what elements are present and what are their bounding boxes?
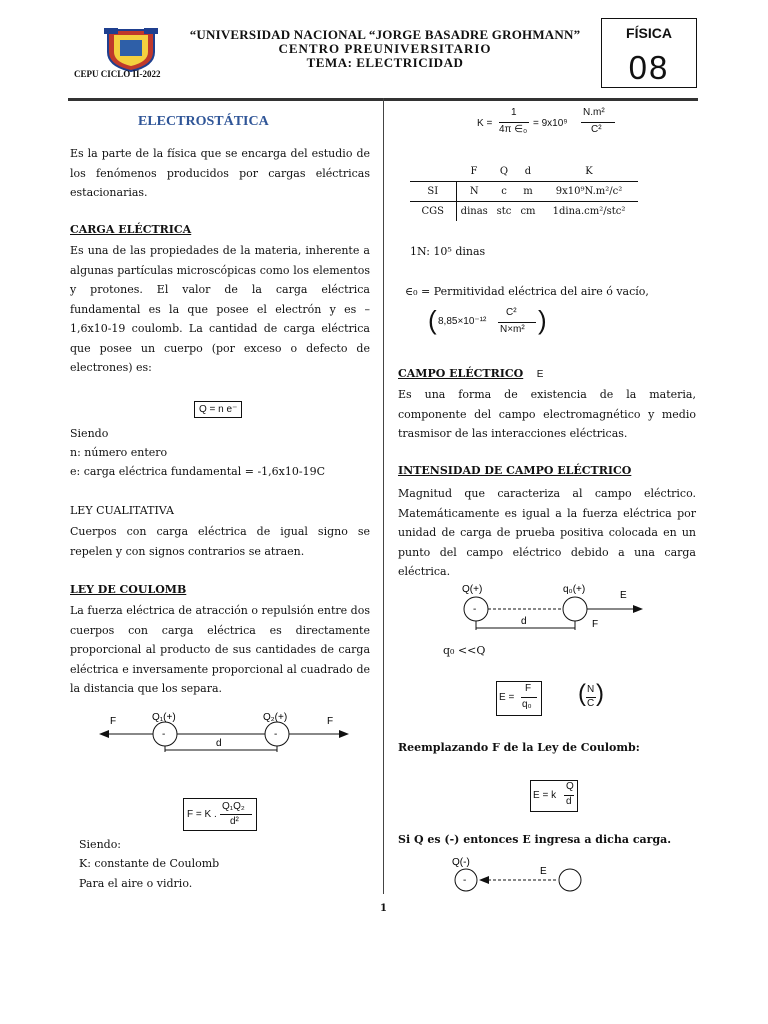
- n-definition: n: número entero: [70, 446, 168, 459]
- e-formula-num: F: [525, 683, 532, 694]
- siendo2-label: Siendo:: [79, 838, 122, 851]
- campo-text: Es una forma de existencia de la materia, componente del campo electromagnético y medio trasmisor de las interacciones eléctricas.: [398, 388, 696, 440]
- neg-q-label: Q(-): [452, 857, 470, 868]
- intensidad-heading: INTENSIDAD DE CAMPO ELÉCTRICO: [398, 464, 632, 477]
- si-q-text: Si Q es (-) entonces E ingresa a dicha carga.: [398, 833, 672, 846]
- table-cell: N: [469, 186, 479, 197]
- k-fraction-bar: [499, 122, 529, 123]
- units-table-header: [410, 162, 638, 182]
- coulomb-diagram: [95, 706, 355, 756]
- k-formula: [477, 106, 627, 140]
- coulomb-text: La fuerza eléctrica de atracción o repulsión entre dos cuerpos con carga eléctrica es directamente proporcional al producto de sus cantidades de carga eléctrica e inversamente proporcional al cuadrado de la distancia que los separa.: [70, 604, 370, 695]
- table-cell: 1dina.cm²/stc²: [552, 206, 626, 217]
- k-formula-lhs: K =: [477, 118, 493, 129]
- coulomb-formula-box: [183, 798, 257, 831]
- ley-cualitativa-text: Cuerpos con carga eléctrica de igual signo se repelen y con signos contrarios se atraen.: [70, 525, 370, 558]
- table-cell: 9x10⁹N.m²/c²: [555, 186, 623, 197]
- intensidad-text: Magnitud que caracteriza al campo eléctrico. Matemáticamente es igual a la fuerza eléctrica por unidad de carga de prueba positiva colocada en un punto del campo eléctrico debido a una carga eléctrica.: [398, 487, 696, 578]
- e-definition: e: carga eléctrica fundamental = -1,6x10-19C: [70, 465, 326, 478]
- e-formula-den: q₀: [522, 699, 532, 710]
- formula-q-box: [194, 401, 242, 418]
- e2-formula-den: d: [566, 796, 572, 807]
- table-cell: m: [523, 186, 533, 197]
- units-table: [410, 162, 638, 221]
- university-name: “UNIVERSIDAD NACIONAL “JORGE BASADRE GROHMANN”: [189, 27, 581, 42]
- e2-formula-lhs: E = k: [533, 790, 557, 801]
- q0-label: q₀(+): [563, 584, 586, 595]
- carga-text: Es una de las propiedades de la materia, inherente a algunas partículas microscópicas como los elementos y protones. El valor de la carga eléctrica fundamental es la que posee el electrón y es – 1,6x10-19 coulomb. La cantidad de carga eléctrica que posee un cuerpo (por exceso o defecto de electrones) es:: [70, 244, 370, 374]
- paren-left: (: [428, 305, 437, 335]
- units-paren-left: (: [578, 680, 586, 707]
- campo-heading-row: [398, 367, 543, 380]
- e-formula-lhs: E =: [499, 692, 515, 703]
- perm-value: 8,85×10⁻¹²: [438, 316, 487, 327]
- coulomb-formula-den: d²: [230, 816, 239, 827]
- ley-cualitativa-heading: LEY CUALITATIVA: [70, 504, 174, 517]
- aire-text: Para el aire o vidrio.: [79, 877, 193, 890]
- q1-label: Q₁(+): [152, 712, 176, 723]
- q2-label: Q₂(+): [263, 712, 288, 723]
- permitividad-value: [428, 305, 548, 341]
- coulomb-formula-lhs: F = K .: [187, 809, 217, 820]
- intro-text: Es la parte de la física que se encarga del estudio de los fenómenos producidos por cargas eléctricas estacionarias.: [70, 147, 370, 199]
- table-cell: cm: [520, 206, 536, 217]
- table-cell: dinas: [460, 206, 488, 217]
- table-cell: c: [501, 186, 507, 197]
- unit-number: 08: [628, 49, 670, 86]
- e-fraction-bar: [521, 697, 537, 698]
- k-unit-bar: [581, 122, 615, 123]
- field-diagram: [455, 580, 655, 635]
- table-header-cell: F: [470, 166, 478, 177]
- d-label: d: [521, 616, 527, 627]
- e2-formula-num: Q: [566, 781, 574, 792]
- k-formula-den: 4π ∈₀: [499, 124, 528, 135]
- campo-heading: CAMPO ELÉCTRICO: [398, 367, 524, 380]
- k-formula-eq: = 9x10⁹: [533, 118, 568, 129]
- q2-sign: -: [274, 729, 278, 740]
- subject-box: [601, 18, 697, 88]
- formula-q: Q = n e⁻: [199, 404, 238, 415]
- tema-title: TEMA: ELECTRICIDAD: [306, 55, 464, 70]
- coulomb-heading: LEY DE COULOMB: [70, 583, 187, 596]
- force-right-label: F: [327, 716, 334, 727]
- subject-label: FÍSICA: [626, 25, 672, 41]
- column-divider: [383, 98, 384, 894]
- q1-sign: -: [162, 729, 166, 740]
- campo-symbol: E: [536, 369, 544, 380]
- header-titles: [175, 28, 595, 70]
- n-dinas: 1N: 10⁵ dinas: [410, 245, 486, 258]
- neg-q-sign: -: [463, 875, 467, 886]
- e-units: [578, 682, 604, 714]
- centro-title: CENTRO PREUNIVERSITARIO: [278, 41, 492, 56]
- coulomb-fraction-bar: [220, 814, 252, 815]
- table-header-cell: d: [524, 166, 532, 177]
- q0-condition: q₀ <<Q: [443, 644, 486, 657]
- e-formula-box: [496, 681, 542, 716]
- table-cell: CGS: [410, 202, 456, 222]
- negative-charge-diagram: [448, 854, 588, 894]
- permitividad-text: ∈₀ = Permitividad eléctrica del aire ó vacío,: [405, 285, 649, 298]
- q-sign: -: [473, 604, 477, 615]
- force-left-label: F: [110, 716, 117, 727]
- k-definition: K: constante de Coulomb: [79, 857, 220, 870]
- table-cell: stc: [496, 206, 512, 217]
- perm-unit-bar: [498, 322, 536, 323]
- page-title: ELECTROSTÁTICA: [138, 114, 269, 129]
- table-header-cell: Q: [499, 166, 509, 177]
- k-formula-num: 1: [511, 107, 517, 118]
- siendo-label: Siendo: [70, 427, 109, 440]
- f-label: F: [592, 619, 599, 630]
- university-logo: [100, 26, 162, 72]
- paren-right: ): [538, 305, 547, 335]
- e-unit-den: C: [587, 698, 595, 709]
- coulomb-formula-num: Q₁Q₂: [222, 801, 245, 812]
- units-paren-right: ): [596, 680, 604, 707]
- k-unit-den: C²: [591, 124, 602, 135]
- e-formula2-box: [530, 780, 578, 812]
- e-unit-num: N: [587, 684, 595, 695]
- table-row: [410, 182, 638, 202]
- k-unit-num: N.m²: [583, 107, 605, 118]
- table-row: [410, 202, 638, 222]
- carga-heading: CARGA ELÉCTRICA: [70, 223, 192, 236]
- table-header-cell: K: [585, 166, 593, 177]
- perm-unit-den: N×m²: [500, 324, 525, 335]
- perm-unit-num: C²: [506, 307, 517, 318]
- distance-label: d: [216, 738, 222, 749]
- q-label: Q(+): [462, 584, 483, 595]
- neg-e-label: E: [540, 866, 547, 877]
- reemplazando-text: Reemplazando F de la Ley de Coulomb:: [398, 741, 640, 754]
- e-label: E: [620, 590, 627, 601]
- table-header-cell: [410, 162, 456, 182]
- page-number: 1: [380, 903, 387, 914]
- ciclo-label: CEPU CICLO II-2022: [74, 69, 161, 79]
- table-cell: SI: [410, 182, 456, 202]
